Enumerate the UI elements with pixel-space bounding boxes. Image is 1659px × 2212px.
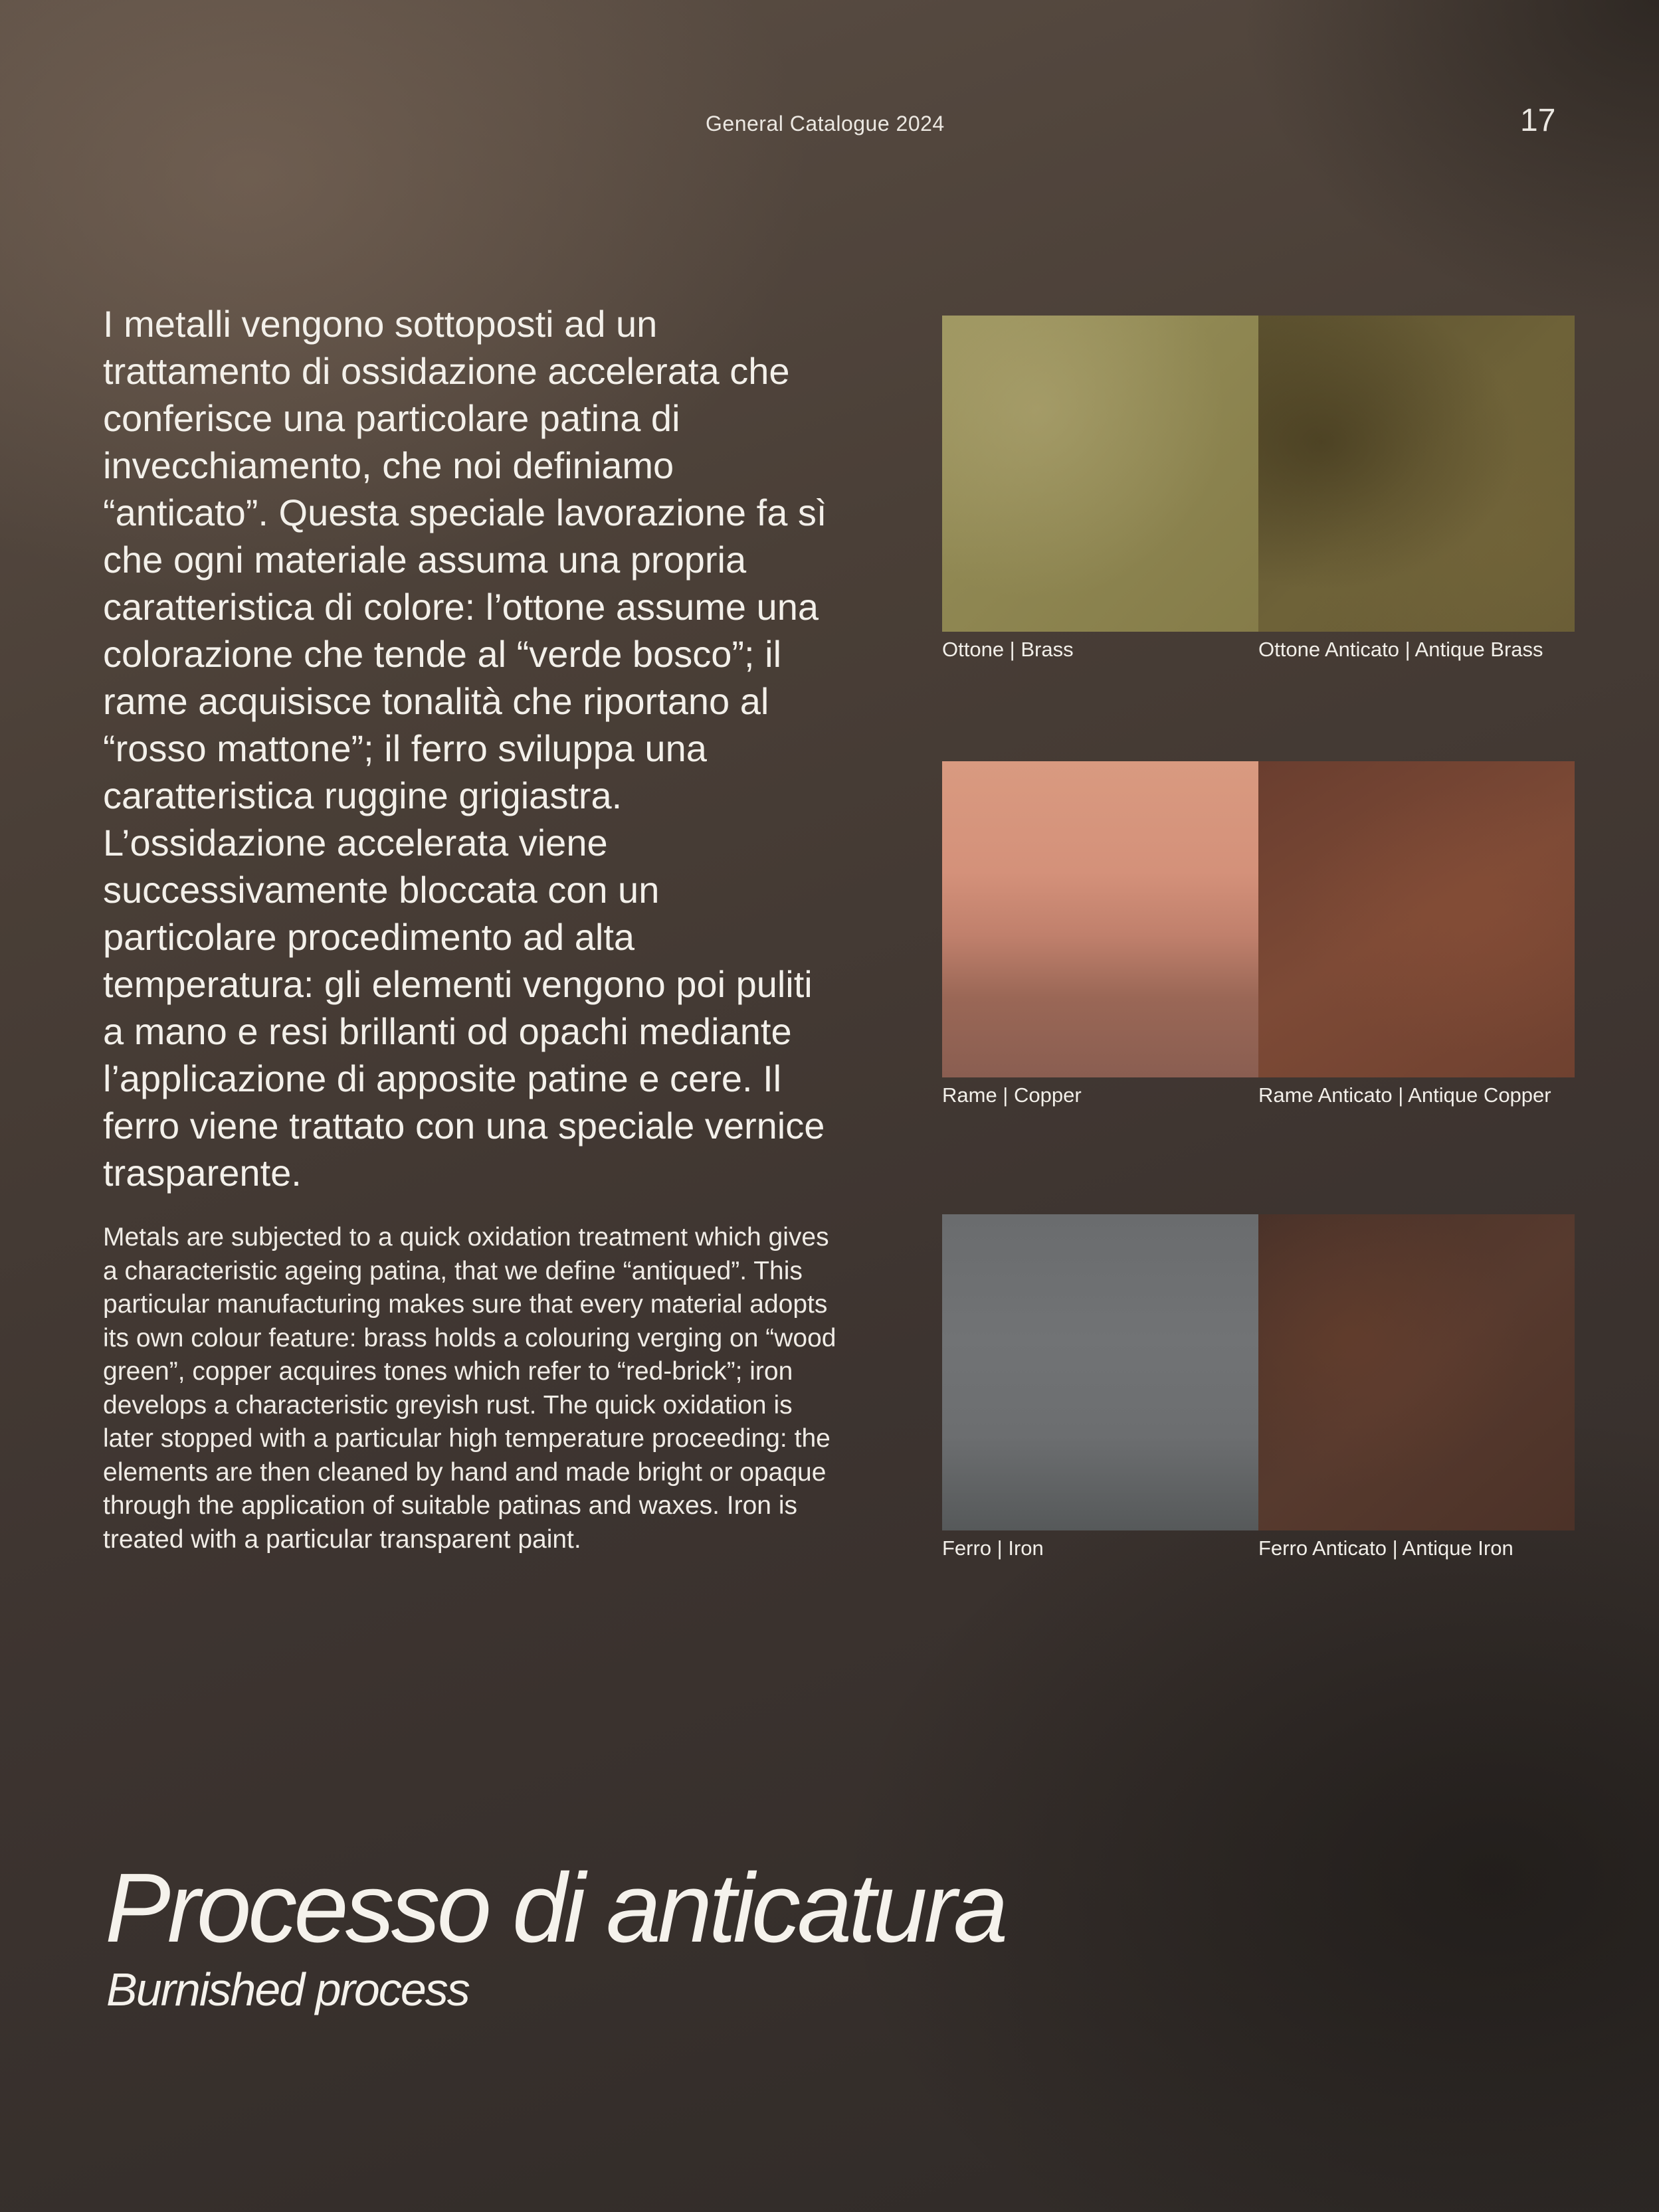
section-title: Processo di anticatura [105, 1853, 1005, 1963]
swatch-antique-brass [1258, 316, 1575, 662]
swatch-brass-label: Ottone | Brass [942, 638, 1074, 661]
swatch-brass-sample [942, 316, 1258, 632]
swatch-iron-sample [942, 1214, 1258, 1530]
swatch-copper-label: Rame | Copper [942, 1083, 1082, 1107]
swatch-row-iron [942, 1214, 1575, 1561]
swatch-brass [942, 316, 1258, 662]
swatch-row-copper [942, 761, 1575, 1108]
swatch-antique-iron-sample [1258, 1214, 1575, 1530]
swatch-copper-sample [942, 761, 1258, 1077]
swatch-antique-copper [1258, 761, 1575, 1108]
swatch-antique-iron [1258, 1214, 1575, 1561]
swatch-copper [942, 761, 1258, 1108]
swatch-antique-iron-label: Ferro Anticato | Antique Iron [1258, 1536, 1513, 1560]
swatch-row-brass [942, 316, 1575, 662]
swatch-iron [942, 1214, 1258, 1561]
intro-text-english: Metals are subjected to a quick oxidation treatment which gives a characteristic ageing patina, that we define “antiqued”. This particular manufacturing makes sure that every material adopts its own colour feature: brass holds a colouring verging on “wood green”, copper acquires tones which refer to “red-brick”; iron develops a characteristic greyish rust. The quick oxidation is later stopped with a particular high temperature proceeding: the elements are then cleaned by hand and made bright or opaque through the application of suitable patinas and waxes. Iron is treated with a particular transparent paint. [103, 1223, 836, 1554]
swatch-antique-brass-label: Ottone Anticato | Antique Brass [1258, 638, 1543, 661]
catalogue-title: General Catalogue 2024 [706, 112, 945, 136]
page-number: 17 [1520, 103, 1556, 138]
swatch-antique-copper-sample [1258, 761, 1575, 1077]
intro-text-italian: I metalli vengono sottoposti ad un trattamento di ossidazione accelerata che conferisce una particolare patina di invecchiamento, che noi definiamo “anticato”. Questa speciale lavorazione fa sì che ogni materiale assuma una propria caratteristica di colore: l’ottone assume una colorazione che tende al “verde bosco”; il rame acquisisce tonalità che riportano al “rosso mattone”; il ferro sviluppa una caratteristica ruggine grigiastra. L’ossidazione accelerata viene successivamente bloccata con un particolare procedimento ad alta temperatura: gli elementi vengono poi puliti a mano e resi brillanti od opachi mediante l’applicazione di apposite patine e cere. Il ferro viene trattato con una speciale vernice trasparente. [103, 303, 827, 1194]
swatch-antique-brass-sample [1258, 316, 1575, 632]
section-subtitle: Burnished process [106, 1964, 469, 2015]
swatch-iron-label: Ferro | Iron [942, 1536, 1044, 1560]
swatch-antique-copper-label: Rame Anticato | Antique Copper [1258, 1083, 1551, 1107]
